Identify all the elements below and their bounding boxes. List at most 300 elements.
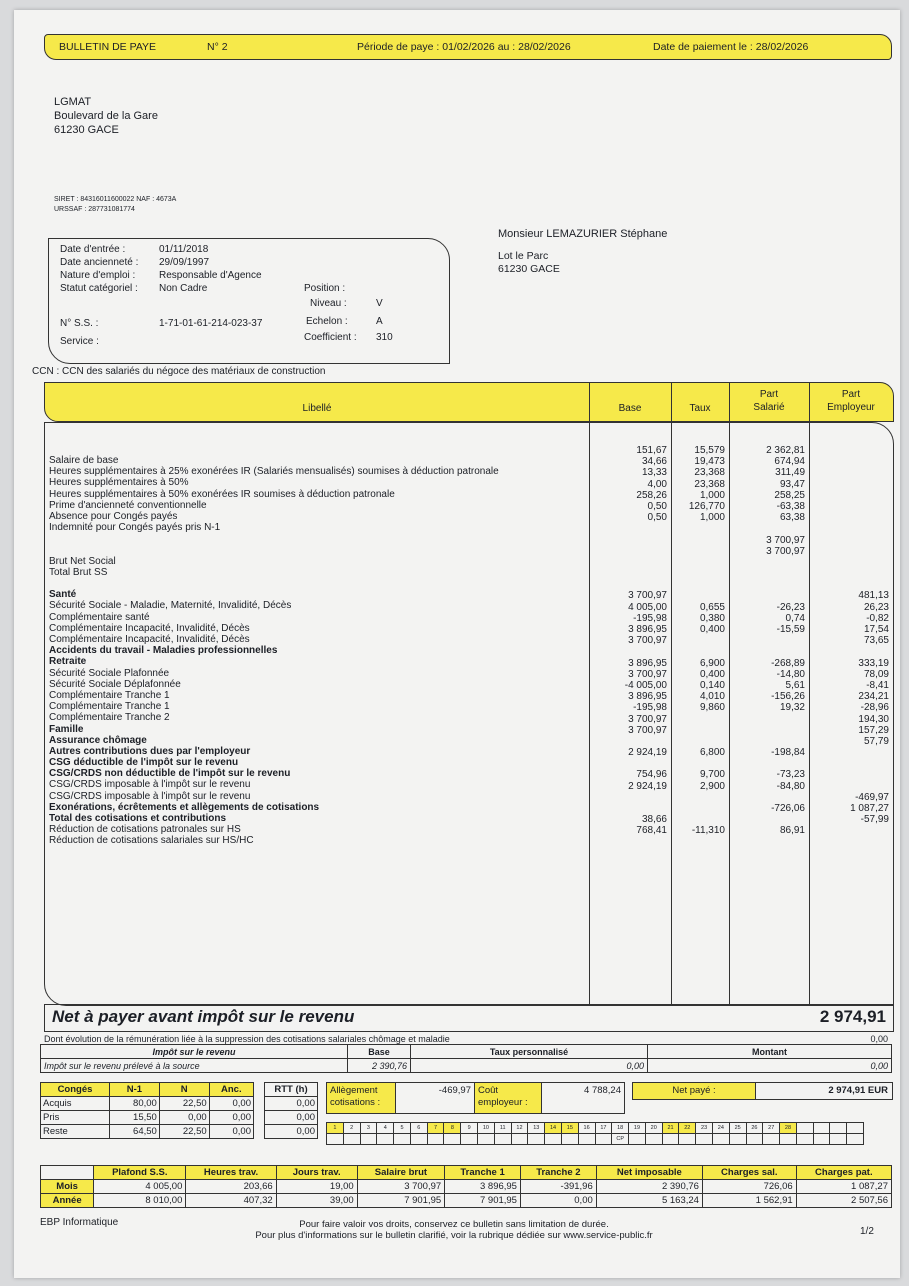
line-base: 754,96 (636, 769, 667, 781)
line-base: 3 700,97 (628, 724, 667, 736)
line-taux: 6,900 (699, 657, 725, 669)
line-sal: 86,91 (779, 825, 805, 837)
line-taux: 4,010 (699, 691, 725, 703)
totals-header: Plafond S.S. (94, 1166, 186, 1180)
col-label-header: Libellé (302, 403, 332, 414)
line-sal: 674,94 (774, 456, 805, 468)
leave-table (40, 1082, 254, 1139)
line-sal: -15,59 (776, 624, 805, 635)
line-taux (673, 725, 725, 736)
totals-cell: 0,00 (520, 1194, 596, 1208)
calendar-marker (494, 1134, 511, 1145)
line-base (591, 557, 667, 568)
totals-header: Net imposable (596, 1166, 702, 1180)
calendar-day: 16 (578, 1123, 595, 1134)
totals-header: Tranche 2 (520, 1166, 596, 1180)
line-sal (731, 590, 805, 601)
line-label: Brut Net Social (49, 555, 116, 567)
line-label: Accidents du travail - Maladies professionnelles (49, 645, 278, 657)
line-taux: -11,310 (691, 825, 725, 837)
calendar-day: 28 (780, 1123, 797, 1134)
line-label: Indemnité pour Congés payés pris N-1 (49, 522, 221, 534)
recipient-address-2: 61230 GACE (498, 263, 560, 275)
employer-cost-value: 4 788,24 (584, 1085, 621, 1096)
line-taux: 23,368 (694, 467, 725, 479)
calendar-marker (847, 1134, 864, 1145)
calendar-marker (327, 1134, 344, 1145)
payslip-title: BULLETIN DE PAYE (59, 41, 157, 53)
line-emp (811, 747, 889, 758)
calendar-marker (595, 1134, 612, 1145)
calendar-day: 26 (746, 1123, 763, 1134)
line-taux (673, 792, 725, 803)
leave-cell: 0,00 (209, 1111, 253, 1125)
pay-period: Période de paye : 01/02/2026 au : 28/02/2026 (357, 41, 571, 53)
calendar-day: 19 (629, 1123, 646, 1134)
line-sal: -63,38 (776, 500, 805, 512)
line-label: Heures supplémentaires à 50% exonérées IR soumises à déduction patronale (49, 488, 395, 500)
col-employee-header-2: Salarié (753, 402, 785, 413)
calendar-marker (427, 1134, 444, 1145)
job-nature-label: Nature d'emploi : (60, 270, 136, 281)
line-emp: 481,13 (858, 590, 889, 602)
calendar-day: 22 (679, 1123, 696, 1134)
line-base: -195,98 (633, 702, 667, 714)
calendar-marker (578, 1134, 595, 1145)
totals-cell: 203,66 (186, 1180, 276, 1194)
line-sal: -198,84 (771, 747, 805, 759)
line-base (591, 736, 667, 747)
line-taux (673, 535, 725, 546)
line-taux (673, 803, 725, 814)
line-taux (673, 523, 725, 534)
line-emp (811, 456, 889, 467)
line-base (591, 803, 667, 814)
line-emp (811, 825, 889, 836)
calendar-day (847, 1123, 864, 1134)
rtt-cell: 0,00 (265, 1125, 318, 1139)
line-base: 3 700,97 (628, 713, 667, 725)
line-base: 3 700,97 (628, 635, 667, 647)
line-sal (731, 814, 805, 825)
employer-name: LGMAT (54, 96, 92, 108)
employer-urssaf: URSSAF : 287731081774 (54, 206, 135, 213)
leave-header-n: N (159, 1083, 209, 1097)
income-tax-amount: 0,00 (648, 1059, 892, 1073)
line-base (591, 646, 667, 657)
calendar-day: 9 (461, 1123, 478, 1134)
line-label: Complémentaire Incapacité, Invalidité, Décès (49, 634, 250, 645)
line-taux (673, 557, 725, 568)
table-header (44, 382, 894, 422)
calendar-marker (662, 1134, 679, 1145)
calendar-day (796, 1123, 813, 1134)
net-label: Net à payer avant impôt sur le revenu (52, 1007, 355, 1026)
line-emp: 157,29 (858, 724, 889, 736)
employer-siret: SIRET : 84316011600022 NAF : 4673A (54, 196, 177, 203)
seniority-date: 29/09/1997 (159, 257, 210, 268)
job-nature: Responsable d'Agence (159, 270, 262, 281)
line-taux (673, 590, 725, 601)
calendar-marker (511, 1134, 528, 1145)
calendar-marker (696, 1134, 713, 1145)
recipient-name: Monsieur LEMAZURIER Stéphane (498, 228, 668, 240)
calendar-marker (343, 1134, 360, 1145)
line-taux: 1,000 (699, 512, 725, 524)
rtt-cell: 0,00 (265, 1097, 318, 1111)
line-label: CSG/CRDS imposable à l'impôt sur le revenu (49, 779, 251, 791)
calendar-day (830, 1123, 847, 1134)
calendar-day: 4 (377, 1123, 394, 1134)
line-sal: 258,25 (774, 489, 805, 501)
line-emp: 333,19 (858, 657, 889, 669)
line-sal: -73,23 (776, 769, 805, 781)
calendar-grid (326, 1122, 864, 1145)
line-emp: 17,54 (863, 624, 889, 635)
line-emp: -0,82 (866, 612, 889, 624)
line-sal (731, 736, 805, 747)
line-emp (811, 758, 889, 769)
income-tax-title: Impôt sur le revenu (41, 1045, 348, 1059)
line-emp: -28,96 (860, 702, 889, 714)
totals-table (40, 1165, 892, 1208)
leave-header-anc: Anc. (209, 1083, 253, 1097)
col-employer-header-1: Part (841, 389, 861, 400)
calendar-marker (813, 1134, 830, 1145)
rtt-table (264, 1082, 318, 1139)
service-label: Service : (60, 336, 99, 347)
totals-cell: 5 163,24 (596, 1194, 702, 1208)
entry-date: 01/11/2018 (159, 244, 209, 255)
employer-cost-value-box (541, 1082, 625, 1114)
line-sal (731, 646, 805, 657)
line-base: 34,66 (641, 456, 667, 468)
line-base: 3 896,95 (628, 624, 667, 635)
calendar-marker (545, 1134, 562, 1145)
line-label: Complémentaire Tranche 1 (49, 701, 170, 713)
leave-row-label: Acquis (41, 1097, 110, 1111)
line-sal: 0,74 (785, 612, 805, 624)
net-paid-value-box (755, 1082, 893, 1100)
leave-cell: 80,00 (109, 1097, 159, 1111)
payment-date: Date de paiement le : 28/02/2026 (653, 41, 809, 53)
totals-cell: 2 507,56 (796, 1194, 891, 1208)
income-tax-base-header: Base (348, 1045, 411, 1059)
line-sal (731, 568, 805, 579)
line-emp: 234,21 (858, 691, 889, 703)
totals-cell: 7 901,95 (357, 1194, 444, 1208)
totals-row-label: Mois (41, 1180, 94, 1194)
leave-header-n-1: N-1 (109, 1083, 159, 1097)
page-number: 1/2 (860, 1226, 874, 1237)
totals-cell: 8 010,00 (94, 1194, 186, 1208)
line-base: 768,41 (636, 825, 667, 837)
line-label: CSG/CRDS imposable à l'impôt sur le revenu (49, 790, 251, 802)
line-sal: -726,06 (771, 803, 805, 814)
col-employee-header-1: Part (759, 389, 779, 400)
calendar-marker (394, 1134, 411, 1145)
totals-header: Charges pat. (796, 1166, 891, 1180)
evolution-label: Dont évolution de la rémunération liée à la suppression des cotisations salariales chômage et maladie (44, 1034, 450, 1044)
line-base: 38,66 (641, 814, 667, 826)
rtt-cell: 0,00 (265, 1111, 318, 1125)
line-base (591, 546, 667, 557)
totals-header: Salaire brut (357, 1166, 444, 1180)
totals-cell: 726,06 (702, 1180, 796, 1194)
line-taux: 9,860 (699, 702, 725, 714)
level-label: Niveau : (310, 298, 347, 309)
line-label: Complémentaire santé (49, 611, 150, 623)
calendar-day: 20 (645, 1123, 662, 1134)
calendar-day: 24 (712, 1123, 729, 1134)
line-label (49, 578, 587, 589)
line-taux: 0,400 (699, 624, 725, 635)
calendar-day: 27 (763, 1123, 780, 1134)
col-employer-header-2: Employeur (827, 402, 875, 413)
leave-cell: 22,50 (159, 1097, 209, 1111)
income-tax-base: 2 390,76 (348, 1059, 411, 1073)
line-label (49, 533, 587, 544)
line-taux (673, 546, 725, 557)
line-sal (731, 635, 805, 646)
payslip-lines (44, 422, 894, 1006)
line-label: Total Brut SS (49, 566, 108, 578)
totals-header: Tranche 1 (445, 1166, 521, 1180)
line-base: 0,50 (647, 500, 667, 512)
line-emp: -469,97 (855, 791, 889, 803)
col-base-header: Base (618, 403, 642, 414)
totals-cell: -391,96 (520, 1180, 596, 1194)
line-taux (673, 579, 725, 590)
leave-cell: 0,00 (209, 1097, 253, 1111)
line-emp (811, 546, 889, 557)
category-status-label: Statut catégoriel : (60, 283, 138, 294)
leave-cell: 0,00 (209, 1125, 253, 1139)
line-emp (811, 479, 889, 490)
line-label: Assurance chômage (49, 734, 147, 746)
line-emp (811, 568, 889, 579)
calendar-marker (561, 1134, 578, 1145)
payslip-sheet (14, 10, 900, 1278)
line-sal: -268,89 (771, 657, 805, 669)
income-tax-rate-header: Taux personnalisé (411, 1045, 648, 1059)
calendar-day: 21 (662, 1123, 679, 1134)
calendar-marker (679, 1134, 696, 1145)
echelon-value: A (376, 316, 383, 327)
calendar-marker (645, 1134, 662, 1145)
footer-line-1: Pour faire valoir vos droits, conservez ce bulletin sans limitation de durée. (299, 1219, 609, 1230)
line-taux: 19,473 (694, 456, 725, 468)
allegement-label-1: Allègement (330, 1085, 378, 1096)
evolution-value: 0,00 (870, 1034, 888, 1044)
allegement-label-box (326, 1082, 396, 1114)
totals-cell: 4 005,00 (94, 1180, 186, 1194)
calendar-marker (444, 1134, 461, 1145)
employer-cost-label-1: Coût (478, 1085, 499, 1096)
line-emp: 26,23 (863, 601, 889, 613)
line-sal: 5,61 (785, 679, 805, 691)
line-emp: 57,79 (863, 735, 889, 747)
line-base (591, 792, 667, 803)
leave-cell: 15,50 (109, 1111, 159, 1125)
line-label: Absence pour Congés payés (49, 510, 178, 522)
calendar-day: 12 (511, 1123, 528, 1134)
line-base: 258,26 (636, 489, 667, 501)
totals-cell: 3 896,95 (445, 1180, 521, 1194)
line-taux: 15,579 (694, 445, 725, 456)
allegement-label-2: cotisations : (330, 1097, 381, 1108)
calendar-day: 1 (327, 1123, 344, 1134)
position-label: Position : (304, 283, 346, 294)
rtt-header: RTT (h) (265, 1083, 318, 1097)
line-sal: -14,80 (776, 668, 805, 680)
allegement-value: -469,97 (438, 1085, 471, 1096)
line-sal: 311,49 (775, 467, 805, 479)
employer-cost-label-2: employeur : (478, 1097, 528, 1108)
calendar-day: 2 (343, 1123, 360, 1134)
line-sal (731, 579, 805, 590)
line-label: Sécurité Sociale - Maladie, Maternité, Invalidité, Décès (49, 600, 292, 612)
line-taux: 23,368 (694, 478, 725, 490)
line-base: 3 700,97 (628, 668, 667, 680)
line-label: CSG/CRDS non déductible de l'impôt sur le revenu (49, 768, 291, 780)
line-taux (673, 714, 725, 725)
totals-header: Charges sal. (702, 1166, 796, 1180)
line-taux: 0,655 (699, 601, 725, 613)
line-emp (811, 501, 889, 512)
line-emp: 1 087,27 (850, 803, 889, 814)
income-tax-row-label: Impôt sur le revenu prélevé à la source (41, 1059, 348, 1073)
totals-row-label: Année (41, 1194, 94, 1208)
line-emp (811, 535, 889, 546)
line-label: Total des cotisations et contributions (49, 813, 227, 824)
calendar-marker (377, 1134, 394, 1145)
line-base: -195,98 (633, 612, 667, 624)
calendar-marker (410, 1134, 427, 1145)
totals-header: Jours trav. (276, 1166, 357, 1180)
line-taux: 1,000 (699, 489, 725, 501)
line-taux (673, 736, 725, 747)
software-credit: EBP Informatique (40, 1217, 119, 1228)
ss-number-label: N° S.S. : (60, 318, 99, 329)
line-emp (811, 781, 889, 792)
line-taux: 9,700 (699, 769, 725, 781)
calendar-day: 8 (444, 1123, 461, 1134)
collective-agreement: CCN : CCN des salariés du négoce des matériaux de construction (32, 366, 326, 377)
echelon-label: Echelon : (306, 316, 348, 327)
payslip-header-bar (44, 34, 892, 60)
line-taux (673, 758, 725, 769)
net-paid-label-box (632, 1082, 756, 1100)
recipient-address-1: Lot le Parc (498, 250, 549, 262)
calendar-day: 7 (427, 1123, 444, 1134)
line-label: Complémentaire Incapacité, Invalidité, Décès (49, 622, 250, 634)
line-taux: 2,900 (699, 780, 725, 792)
calendar-marker (712, 1134, 729, 1145)
line-base: 4 005,00 (628, 601, 667, 613)
line-emp: -57,99 (860, 814, 889, 826)
line-base: 13,33 (641, 467, 667, 479)
line-label: Famille (49, 723, 84, 735)
line-sal: 3 700,97 (766, 545, 805, 557)
line-emp (811, 646, 889, 657)
coefficient-label: Coefficient : (304, 332, 357, 343)
line-emp (811, 523, 889, 534)
line-emp (811, 579, 889, 590)
line-base: 0,50 (647, 512, 667, 524)
line-taux: 126,770 (688, 500, 725, 512)
line-label: Sécurité Sociale Déplafonnée (49, 678, 181, 690)
calendar-day (813, 1123, 830, 1134)
line-emp: 73,65 (863, 635, 889, 647)
line-label: Retraite (49, 656, 87, 668)
category-status: Non Cadre (159, 283, 208, 294)
calendar-day: 18 (612, 1123, 629, 1134)
line-label: Complémentaire Tranche 1 (49, 689, 170, 701)
line-sal (731, 557, 805, 568)
calendar-marker (780, 1134, 797, 1145)
line-sal (731, 758, 805, 769)
line-taux: 0,140 (699, 679, 725, 691)
line-taux (673, 568, 725, 579)
line-label: Complémentaire Tranche 2 (49, 712, 170, 724)
employer-address-1: Boulevard de la Gare (54, 110, 158, 122)
totals-header: Heures trav. (186, 1166, 276, 1180)
leave-row-label: Reste (41, 1125, 110, 1139)
level-value: V (376, 298, 383, 309)
line-base: 2 924,19 (628, 780, 667, 792)
line-taux: 6,800 (699, 747, 725, 759)
line-sal: 2 362,81 (766, 445, 805, 456)
totals-cell: 19,00 (276, 1180, 357, 1194)
line-base (591, 758, 667, 769)
line-base: -4 005,00 (624, 679, 667, 691)
calendar-marker (461, 1134, 478, 1145)
line-taux (673, 635, 725, 646)
line-base: 151,67 (636, 445, 667, 456)
leave-cell: 64,50 (109, 1125, 159, 1139)
totals-cell: 39,00 (276, 1194, 357, 1208)
line-emp: 78,09 (863, 668, 889, 680)
line-label: Heures supplémentaires à 25% exonérées IR (Salariés mensualisés) soumises à déduction patronale (49, 466, 499, 478)
line-taux: 0,400 (699, 668, 725, 680)
calendar-day: 17 (595, 1123, 612, 1134)
line-base (591, 579, 667, 590)
calendar-marker (360, 1134, 377, 1145)
calendar-marker (478, 1134, 495, 1145)
leave-header: Congés (41, 1083, 110, 1097)
line-label (49, 545, 587, 556)
line-sal: 93,47 (779, 478, 805, 490)
entry-date-label: Date d'entrée : (60, 244, 126, 255)
income-tax-rate: 0,00 (411, 1059, 648, 1073)
line-label: Heures supplémentaires à 50% (49, 477, 189, 489)
line-sal (731, 523, 805, 534)
line-emp: 194,30 (858, 713, 889, 725)
line-base: 2 924,19 (628, 747, 667, 759)
calendar-marker: CP (612, 1134, 629, 1145)
net-paid-value: 2 974,91 EUR (828, 1085, 888, 1096)
totals-cell: 7 901,95 (445, 1194, 521, 1208)
line-base: 3 896,95 (628, 691, 667, 703)
totals-cell: 1 087,27 (796, 1180, 891, 1194)
line-emp (811, 445, 889, 456)
line-emp (811, 512, 889, 523)
line-emp: -8,41 (866, 679, 889, 691)
income-tax-amount-header: Montant (648, 1045, 892, 1059)
line-label: Exonérations, écrêtements et allègements de cotisations (49, 801, 320, 813)
leave-cell: 22,50 (159, 1125, 209, 1139)
